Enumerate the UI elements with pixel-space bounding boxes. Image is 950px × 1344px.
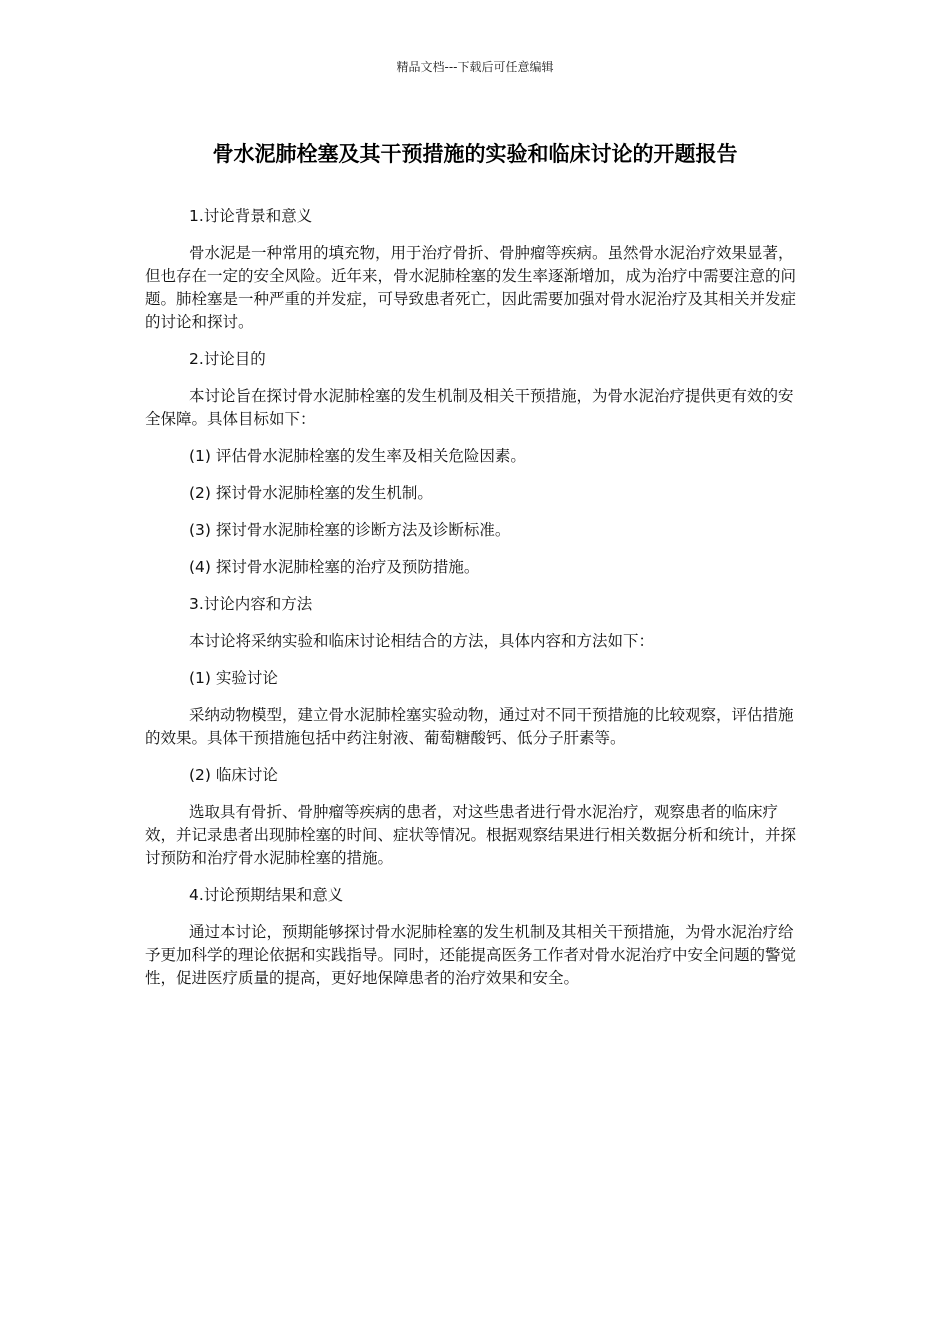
- purpose-list-item: (4) 探讨骨水泥肺栓塞的治疗及预防措施。: [189, 558, 480, 576]
- section-paragraph-purpose: 本讨论旨在探讨骨水泥肺栓塞的发生机制及相关干预措施，为骨水泥治疗提供更有效的安全保障。具体目标如下：: [145, 387, 794, 428]
- purpose-list-item: (3) 探讨骨水泥肺栓塞的诊断方法及诊断标准。: [189, 521, 511, 539]
- section-heading-methods: 3.讨论内容和方法: [189, 595, 313, 613]
- subsection-paragraph-clinical: 选取具有骨折、骨肿瘤等疾病的患者，对这些患者进行骨水泥治疗，观察患者的临床疗效，并记录患者出现肺栓塞的时间、症状等情况。根据观察结果进行相关数据分析和统计，并探讨预防和治疗骨水泥肺栓塞的措施。: [145, 803, 797, 867]
- document-title: 骨水泥肺栓塞及其干预措施的实验和临床讨论的开题报告: [212, 142, 738, 166]
- subsection-paragraph-experiment: 采纳动物模型，建立骨水泥肺栓塞实验动物，通过对不同干预措施的比较观察，评估措施的效果。具体干预措施包括中药注射液、葡萄糖酸钙、低分子肝素等。: [145, 706, 794, 747]
- section-paragraph-background: 骨水泥是一种常用的填充物，用于治疗骨折、骨肿瘤等疾病。虽然骨水泥治疗效果显著，但也存在一定的安全风险。近年来，骨水泥肺栓塞的发生率逐渐增加，成为治疗中需要注意的问题。肺栓塞是一种严重的并发症，可导致患者死亡，因此需要加强对骨水泥治疗及其相关并发症的讨论和探讨。: [145, 244, 797, 331]
- section-heading-expected-results: 4.讨论预期结果和意义: [189, 886, 344, 904]
- subsection-heading-experiment: (1) 实验讨论: [189, 669, 278, 687]
- document-body: [145, 205, 807, 1004]
- section-heading-purpose: 2.讨论目的: [189, 350, 266, 368]
- subsection-heading-clinical: (2) 临床讨论: [189, 766, 278, 784]
- section-paragraph-methods: 本讨论将采纳实验和临床讨论相结合的方法，具体内容和方法如下：: [189, 632, 655, 650]
- purpose-list-item: (1) 评估骨水泥肺栓塞的发生率及相关危险因素。: [189, 447, 526, 465]
- section-heading-background: 1.讨论背景和意义: [189, 207, 313, 225]
- header-note: 精品文档---下载后可任意编辑: [396, 60, 554, 74]
- section-paragraph-expected-results: 通过本讨论，预期能够探讨骨水泥肺栓塞的发生机制及其相关干预措施，为骨水泥治疗给予更加科学的理论依据和实践指导。同时，还能提高医务工作者对骨水泥治疗中安全问题的警觉性，促进医疗质量的提高，更好地保障患者的治疗效果和安全。: [145, 923, 797, 987]
- purpose-list-item: (2) 探讨骨水泥肺栓塞的发生机制。: [189, 484, 433, 502]
